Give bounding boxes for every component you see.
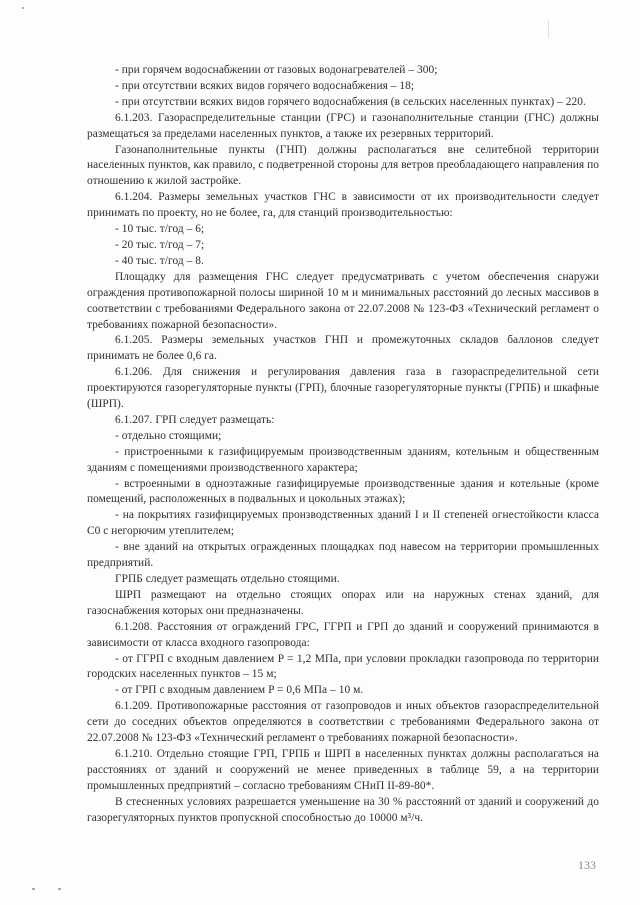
scan-speck xyxy=(32,888,35,890)
paragraph: ГРПБ следует размещать отдельно стоящими. xyxy=(115,573,340,585)
list-item: - встроенными в одноэтажные газифицируемые производственные здания и котельные (кроме помещений, расположенных в подвальных и цокольных этажах); xyxy=(87,477,599,506)
paragraph: 6.1.203. Газораспределительные станции (ГРС) и газонаполнительные станции (ГНС) должны размещаться за пределами населенных пунктов, а также их резервных территорий. xyxy=(87,111,599,140)
list-item: - от ГГРП с входным давлением P = 1,2 МПа, при условии прокладки газопровода по территории городских населенных пунктов – 15 м; xyxy=(87,652,599,681)
list-item: - на покрытиях газифицируемых производственных зданий I и II степеней огнестойкости класса С0 с негорючим утеплителем; xyxy=(87,509,599,538)
list-item: - вне зданий на открытых огражденных площадках под навесом на территории промышленных предприятий. xyxy=(87,541,599,570)
paragraph: 6.1.206. Для снижения и регулирования давления газа в газораспределительной сети проектируются газорегуляторные пункты (ГРП), блочные газорегуляторные пункты (ГРПБ) и шкафные (ШРП). xyxy=(87,366,599,411)
paragraph: Газонаполнительные пункты (ГНП) должны располагаться вне селитебной территории населенных пунктов, как правило, с подветренной стороны для ветров преобладающего направления по отношению к жилой застройке. xyxy=(87,143,599,188)
paragraph: 6.1.207. ГРП следует размещать: xyxy=(115,413,275,426)
list-item: - 40 тыс. т/год – 8. xyxy=(115,254,204,267)
list-item: - 20 тыс. т/год – 7; xyxy=(115,238,205,251)
list-item: - отдельно стоящими; xyxy=(115,429,222,442)
paragraph: Площадку для размещения ГНС следует предусматривать с учетом обеспечения снаружи ограждения противопожарной полосы шириной 10 м и минимальных расстояний до лесных массивов в соответствии с требованиями Федерального закона от 22.07.2008 № 123-ФЗ «Технический регламент о требованиях пожарной безопасности». xyxy=(87,270,599,331)
paragraph: 6.1.204. Размеры земельных участков ГНС в зависимости от их производительности следует принимать по проекту, но не более, га, для станций производительностью: xyxy=(87,191,599,220)
paragraph: 6.1.208. Расстояния от ограждений ГРС, ГГРП и ГРП до зданий и сооружений принимаются в зависимости от класса входного газопровода: xyxy=(87,620,599,649)
list-item: - при отсутствии всяких видов горячего водоснабжения (в сельских населенных пунктах) – 220. xyxy=(115,95,586,108)
paragraph: 6.1.205. Размеры земельных участков ГНП и промежуточных складов баллонов следует принимать не более 0,6 га. xyxy=(87,334,599,363)
scan-edge-mark xyxy=(548,20,549,38)
list-item: - от ГРП с входным давлением P = 0,6 МПа – 10 м. xyxy=(115,684,364,697)
paragraph: ШРП размещают на отдельно стоящих опорах или на наружных стенах зданий, для газоснабжения которых они предназначены. xyxy=(87,588,599,617)
document-body xyxy=(87,63,599,827)
paragraph: 6.1.210. Отдельно стоящие ГРП, ГРПБ и ШРП в населенных пунктах должны располагаться на расстояниях от зданий и сооружений не менее приведенных в таблице 59, а на территории промышленных предприятий – согласно требованиям СНиП II-89-80*. xyxy=(87,747,599,792)
scan-speck xyxy=(58,888,61,890)
list-item: - 10 тыс. т/год – 6; xyxy=(115,223,205,236)
list-item: - при горячем водоснабжении от газовых водонагревателей – 300; xyxy=(115,64,438,76)
paragraph: 6.1.209. Противопожарные расстояния от газопроводов и иных объектов газораспределительной сети до соседних объектов определяются в соответствии с требованиями Федерального закона от 22.07.2008 № 123-ФЗ «Технический регламент о требованиях пожарной безопасности». xyxy=(87,700,599,745)
list-item: - при отсутствии всяких видов горячего водоснабжения – 18; xyxy=(115,79,415,92)
scan-speck xyxy=(22,7,24,9)
list-item: - пристроенными к газифицируемым производственным зданиям, котельным и общественным зданиям с помещениями производственного характера; xyxy=(87,445,599,474)
page-number: 133 xyxy=(578,858,596,872)
paragraph: В стесненных условиях разрешается уменьшение на 30 % расстояний от зданий и сооружений до газорегуляторных пунктов пропускной способностью до 10000 м³/ч. xyxy=(87,795,599,824)
